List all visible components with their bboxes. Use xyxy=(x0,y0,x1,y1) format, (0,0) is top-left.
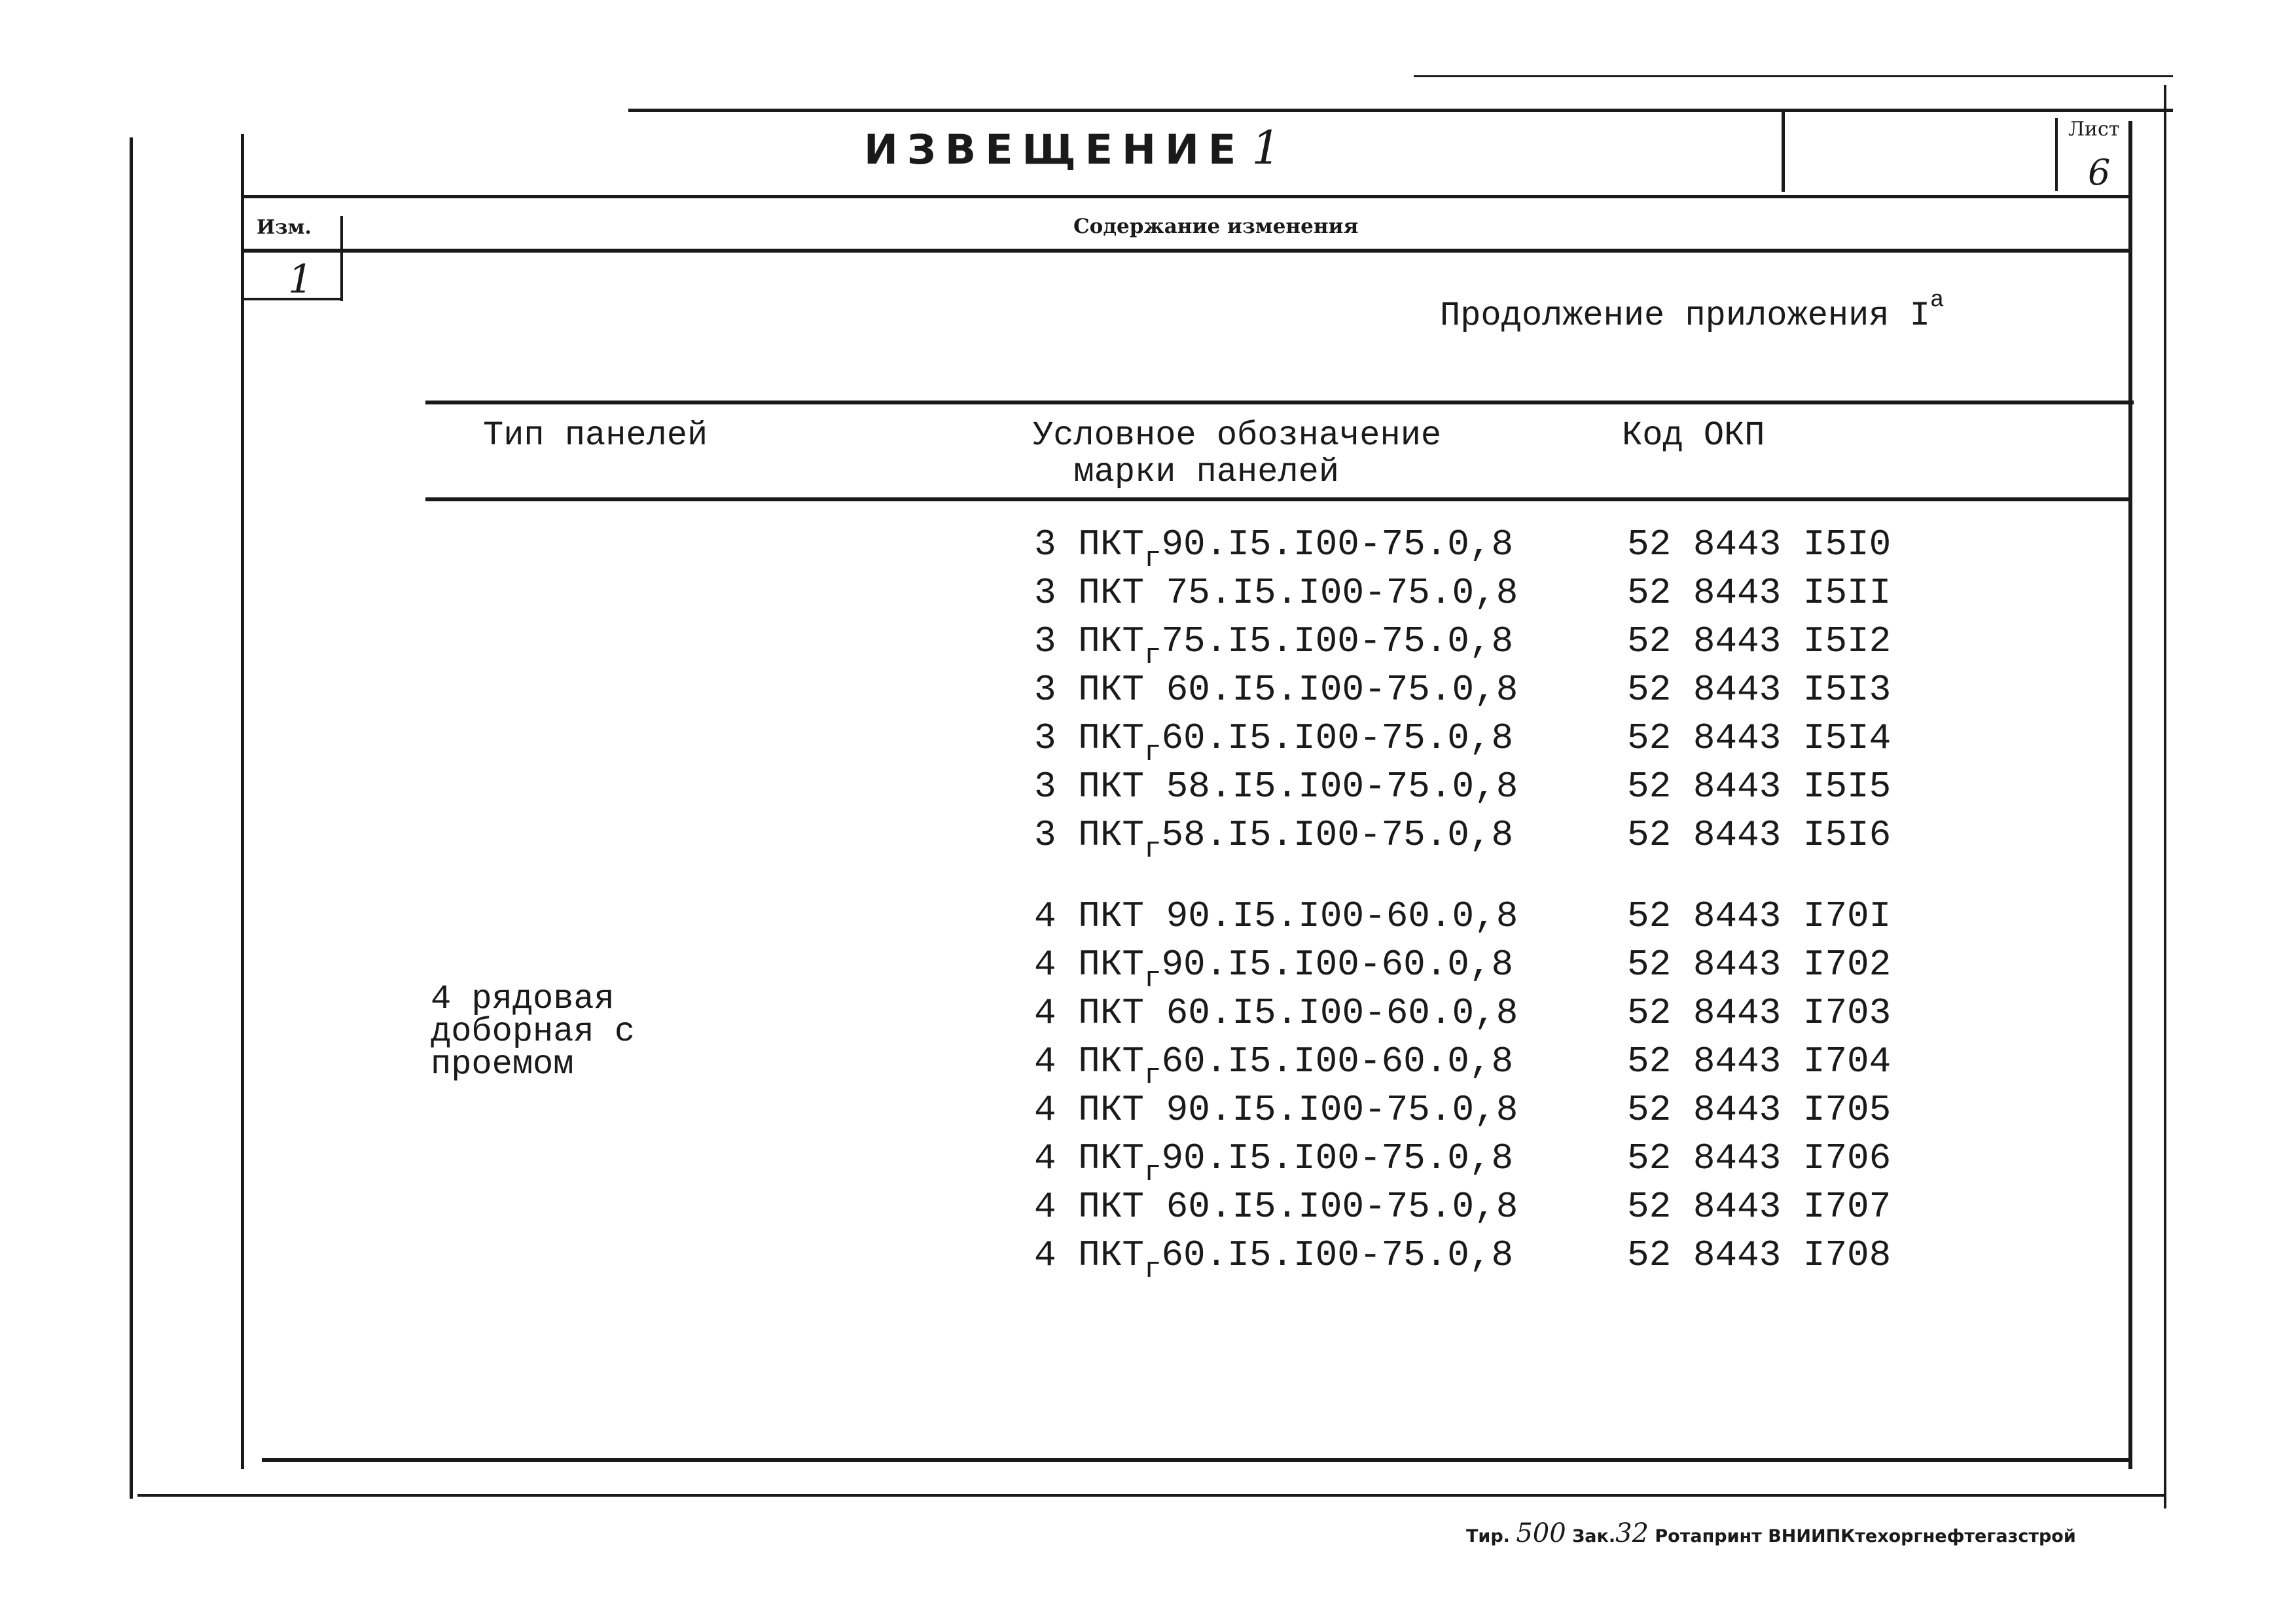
continuation-text: Продолжение приложения I xyxy=(1440,296,1930,335)
panel-mark-rest: 58.I5.I00-75.0,8 xyxy=(1144,766,1518,808)
panel-mark xyxy=(1034,1234,1513,1286)
print-imprint xyxy=(1466,1518,2076,1548)
sheet-label: Лист xyxy=(2068,118,2120,141)
content-label: Содержание изменения xyxy=(1073,215,1359,238)
panel-mark-subscript: г xyxy=(1144,833,1162,866)
title-divider xyxy=(1782,110,1785,192)
panel-mark-rest: 90.I5.I00-60.0,8 xyxy=(1161,944,1514,986)
okp-code: 52 8443 I705 xyxy=(1627,1089,1892,1131)
panel-mark-rest: 60.I5.I00-75.0,8 xyxy=(1161,717,1514,759)
okp-code: 52 8443 I704 xyxy=(1627,1041,1892,1082)
okp-code: 52 8443 I5I3 xyxy=(1627,669,1892,711)
notice-number: 1 xyxy=(1251,121,1281,175)
izm-value: 1 xyxy=(288,257,314,302)
panel-mark-subscript: г xyxy=(1144,1156,1162,1189)
panel-mark-prefix: 3 ПКТ xyxy=(1034,524,1145,565)
column-header-okp-code: Код ОКП xyxy=(1622,416,1765,455)
continuation-superscript: а xyxy=(1929,287,1945,313)
panel-mark xyxy=(1034,524,1513,575)
subheader-bottom-border xyxy=(242,249,2130,253)
okp-code: 52 8443 I70I xyxy=(1627,895,1892,937)
okp-code: 52 8443 I706 xyxy=(1627,1137,1892,1179)
panel-mark-prefix: 4 ПКТ xyxy=(1034,895,1145,937)
panel-mark xyxy=(1034,1041,1513,1092)
panel-type-cell: 4 рядовая доборная с проемом xyxy=(431,980,636,1084)
panel-mark xyxy=(1034,992,1518,1044)
tir-label: Тир. xyxy=(1466,1526,1510,1546)
top-border xyxy=(628,109,2173,112)
panel-mark-prefix: 4 ПКТ xyxy=(1034,1089,1145,1131)
top-border-right xyxy=(1414,75,2173,77)
panel-mark xyxy=(1034,814,1513,866)
panel-mark-rest: 60.I5.I00-60.0,8 xyxy=(1161,1041,1514,1082)
panel-mark-prefix: 3 ПКТ xyxy=(1034,717,1145,759)
panel-mark-rest: 90.I5.I00-75.0,8 xyxy=(1161,524,1514,565)
izm-divider xyxy=(340,216,343,301)
panel-mark-rest: 60.I5.I00-75.0,8 xyxy=(1144,1186,1518,1228)
inner-left-border xyxy=(241,134,244,1469)
panel-mark-prefix: 4 ПКТ xyxy=(1034,944,1145,986)
panel-mark-subscript: г xyxy=(1144,963,1162,995)
izm-label: Изм. xyxy=(257,216,312,239)
panel-mark xyxy=(1034,944,1513,995)
title-bottom-border xyxy=(242,195,2130,198)
panel-mark-prefix: 4 ПКТ xyxy=(1034,1186,1145,1228)
okp-code: 52 8443 I5I4 xyxy=(1627,717,1892,759)
panel-mark-prefix: 3 ПКТ xyxy=(1034,669,1145,711)
panel-mark-rest: 60.I5.I00-75.0,8 xyxy=(1144,669,1518,711)
panel-mark-rest: 75.I5.I00-75.0,8 xyxy=(1144,572,1518,614)
panel-mark-rest: 60.I5.I00-75.0,8 xyxy=(1161,1234,1514,1276)
panel-mark-subscript: г xyxy=(1144,1253,1162,1286)
panel-mark xyxy=(1034,895,1518,947)
column-header-panel-type: Тип панелей xyxy=(483,416,708,455)
panel-mark-prefix: 3 ПКТ xyxy=(1034,766,1145,808)
sheet-divider xyxy=(2055,118,2058,191)
panel-mark-prefix: 4 ПКТ xyxy=(1034,992,1145,1034)
printer-name: Ротапринт ВНИИПКтехоргнефтегазстрой xyxy=(1655,1526,2076,1546)
okp-code: 52 8443 I702 xyxy=(1627,944,1892,986)
panel-mark xyxy=(1034,669,1518,721)
okp-code: 52 8443 I703 xyxy=(1627,992,1892,1034)
panel-mark xyxy=(1034,766,1518,817)
panel-mark-subscript: г xyxy=(1144,639,1162,672)
okp-code: 52 8443 I707 xyxy=(1627,1186,1892,1228)
column-header-designation: Условное обозначение марки панелей xyxy=(1033,416,1442,491)
panel-mark-rest: 90.I5.I00-75.0,8 xyxy=(1144,1089,1518,1131)
panel-mark-prefix: 3 ПКТ xyxy=(1034,572,1145,614)
okp-code: 52 8443 I5II xyxy=(1627,572,1892,614)
panel-mark xyxy=(1034,620,1513,672)
okp-code: 52 8443 I5I5 xyxy=(1627,766,1892,808)
inner-bottom-border xyxy=(262,1458,2130,1462)
panel-mark-subscript: г xyxy=(1144,543,1162,575)
panel-mark-rest: 90.I5.I00-75.0,8 xyxy=(1161,1137,1514,1179)
panel-mark-rest: 75.I5.I00-75.0,8 xyxy=(1161,620,1514,662)
panel-mark xyxy=(1034,1186,1518,1238)
table-top-rule xyxy=(425,401,2134,404)
panel-mark xyxy=(1034,1137,1513,1189)
zak-label: Зак. xyxy=(1572,1526,1616,1546)
okp-code: 52 8443 I708 xyxy=(1627,1234,1892,1276)
okp-code: 52 8443 I5I2 xyxy=(1627,620,1892,662)
outer-bottom-border xyxy=(137,1494,2166,1497)
panel-mark xyxy=(1034,1089,1518,1141)
panel-mark-prefix: 4 ПКТ xyxy=(1034,1041,1145,1082)
panel-mark-prefix: 3 ПКТ xyxy=(1034,620,1145,662)
panel-mark-prefix: 4 ПКТ xyxy=(1034,1137,1145,1179)
panel-mark-prefix: 3 ПКТ xyxy=(1034,814,1145,856)
panel-mark-prefix: 4 ПКТ xyxy=(1034,1234,1145,1276)
panel-mark-subscript: г xyxy=(1144,736,1162,769)
right-border xyxy=(2128,121,2132,1469)
panel-mark xyxy=(1034,572,1518,624)
notice-title xyxy=(864,121,1281,175)
far-right-border xyxy=(2164,85,2166,1508)
table-header-rule xyxy=(425,497,2130,501)
panel-mark-subscript: г xyxy=(1144,1060,1162,1092)
panel-mark-rest: 90.I5.I00-60.0,8 xyxy=(1144,895,1518,937)
outer-left-border xyxy=(130,137,133,1499)
sheet-number: 6 xyxy=(2088,152,2111,193)
panel-mark xyxy=(1034,717,1513,769)
okp-code: 52 8443 I5I6 xyxy=(1627,814,1892,856)
continuation-heading xyxy=(1440,287,1945,335)
okp-code: 52 8443 I5I0 xyxy=(1627,524,1892,565)
tir-value: 500 xyxy=(1516,1518,1566,1548)
panel-mark-rest: 60.I5.I00-60.0,8 xyxy=(1144,992,1518,1034)
notice-title-text: ИЗВЕЩЕНИЕ xyxy=(864,126,1246,173)
panel-mark-rest: 58.I5.I00-75.0,8 xyxy=(1161,814,1514,856)
zak-value: 32 xyxy=(1615,1518,1649,1548)
